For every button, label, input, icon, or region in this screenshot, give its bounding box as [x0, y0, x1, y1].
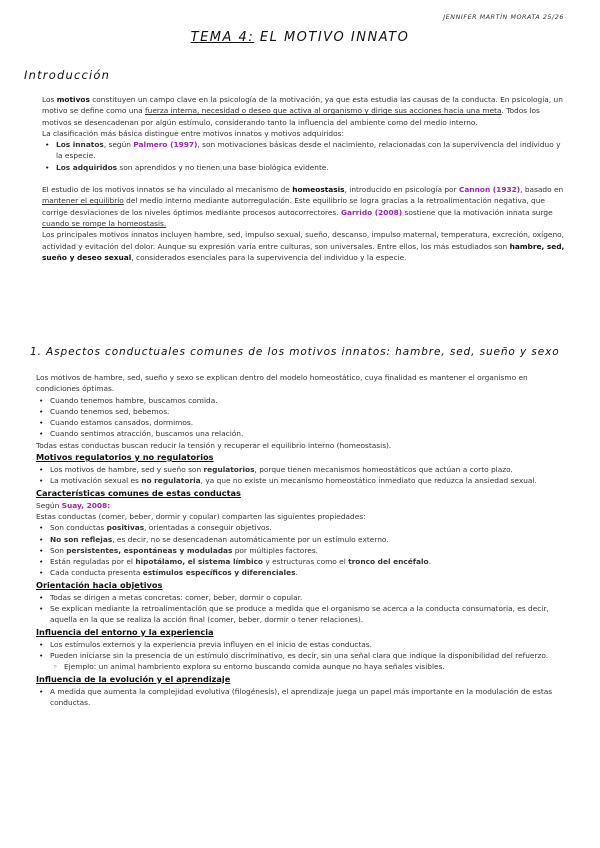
section-1-paragraph-2: Todas estas conductas buscan reducir la tensión y recuperar el equilibrio interno (homeostasis). — [36, 440, 392, 450]
list-item: • Cuando sentimos atracción, buscamos una relación. — [36, 428, 568, 439]
list-item: • Son conductas positivas, orientadas a conseguir objetivos. — [36, 522, 568, 533]
header-author: JENNIFER MARTÍN MORATA 25/26 — [443, 14, 564, 21]
evolution-list — [36, 686, 568, 709]
list-item: • Cuando tenemos hambre, buscamos comida. — [36, 395, 568, 406]
example-list-item: ◦ Ejemplo: un animal hambriento explora su entorno buscando comida aunque no haya señales visibles. — [36, 661, 568, 672]
list-item: • A medida que aumenta la complejidad evolutiva (filogénesis), el aprendizaje juega un papel más importante en la modulación de estas conductas. — [36, 686, 568, 709]
intro-paragraph-4: Los principales motivos innatos incluyen hambre, sed, impulso sexual, sueño, descanso, impulso maternal, temperatura, excreción, oxígeno, actividad y evitación del dolor. Aunque su expresión varía entre culturas, son universales. Entre ellos, los más estudiados son hambre, sed, sueño y deseo sexual, considerados esenciales para la supervivencia del individuo y la especie. — [42, 230, 565, 262]
list-item: • Cuando estamos cansados, dormimos. — [36, 417, 568, 428]
regulatory-subheading: Motivos regulatorios y no regulatorios — [36, 452, 214, 463]
title-topic-name: EL MOTIVO INNATO — [254, 30, 410, 45]
characteristics-list — [36, 522, 568, 578]
list-item: • Cuando tenemos sed, bebemos. — [36, 406, 568, 417]
list-item: • Los adquiridos son aprendidos y no tienen una base biológica evidente. — [42, 162, 568, 173]
list-item: • La motivación sexual es no regulatoria, ya que no existe un mecanismo homeostático inmediato que reduzca la ansiedad sexual. — [36, 475, 568, 486]
list-item: • Los motivos de hambre, sed y sueño son regulatorios, porque tienen mecanismos homeostáticos que actúan a corto plazo. — [36, 464, 568, 475]
list-item: • Cada conducta presenta estímulos específicos y diferenciales. — [36, 567, 568, 578]
regulatory-list — [36, 464, 568, 487]
characteristics-reference: Según Suay, 2008: — [36, 500, 111, 510]
section-1-heading: 1. Aspectos conductuales comunes de los motivos innatos: hambre, sed, sueño y sexo — [30, 346, 560, 358]
page-title — [0, 30, 600, 45]
list-item: • Son persistentes, espontáneas y moduladas por múltiples factores. — [36, 545, 568, 556]
examples-list — [36, 395, 568, 440]
list-item: • Se explican mediante la retroalimentación que se produce a medida que el organismo se acerca a la conducta consumatoria, es decir, aquella en la que se realiza la acción final (comer, beber, dormir o tener relaciones). — [36, 603, 568, 626]
intro-paragraph-2: La clasificación más básica distingue entre motivos innatos y motivos adquiridos: — [42, 128, 344, 138]
orientation-list — [36, 592, 568, 626]
intro-paragraph-3: El estudio de los motivos innatos se ha vinculado al mecanismo de homeostasis, introducido en psicología por Cannon (1932), basado en mantener el equilibrio del medio interno mediante autorregulación. Este equilibrio se logra gracias a la retroalimentación negativa, que corrige desviaciones de los niveles óptimos mediante procesos autocorrectores. Garrido (2008) sostiene que la motivación innata surge cuando se rompe la homeostasis. — [42, 185, 564, 228]
section-1-paragraph-1: Los motivos de hambre, sed, sueño y sexo se explican dentro del modelo homeostático, cuya finalidad es mantener el organismo en condiciones óptimas. — [36, 373, 528, 394]
list-item: • Todas se dirigen a metas concretas: comer, beber, dormir o copular. — [36, 592, 568, 603]
intro-classification-list — [42, 139, 568, 173]
environment-list — [36, 639, 568, 673]
title-topic-number: TEMA 4: — [190, 30, 255, 45]
list-item: • No son reflejas, es decir, no se desencadenan automáticamente por un estímulo externo. — [36, 534, 568, 545]
characteristics-subheading: Características comunes de estas conductas — [36, 487, 241, 498]
environment-subheading: Influencia del entorno y la experiencia — [36, 626, 214, 637]
list-item: • Están reguladas por el hipotálamo, el sistema límbico y estructuras como el tronco del encéfalo. — [36, 556, 568, 567]
intro-section — [42, 94, 568, 263]
characteristics-intro: Estas conductas (comer, beber, dormir y copular) comparten las siguientes propiedades: — [36, 511, 366, 521]
list-item: • Pueden iniciarse sin la presencia de un estímulo discriminativo, es decir, sin una señal clara que indique la disponibilidad del refuerzo. — [36, 650, 568, 661]
evolution-subheading: Influencia de la evolución y el aprendizaje — [36, 673, 231, 684]
list-item: • Los estímulos externos y la experiencia previa influyen en el inicio de estas conductas. — [36, 639, 568, 650]
list-item: • Los innatos, según Palmero (1997), son motivaciones básicas desde el nacimiento, relacionadas con la supervivencia del individuo y la especie. — [42, 139, 568, 162]
orientation-subheading: Orientación hacia objetivos — [36, 579, 163, 590]
section-1-body — [36, 372, 568, 708]
intro-paragraph-1: Los motivos constituyen un campo clave en la psicología de la motivación, ya que esta estudia las causas de la conducta. En psicología, un motivo se define como una fuerza interna, necesidad o deseo que activa al organismo y dirige sus acciones hacia una meta. Todos los motivos se desencadenan por algún estímulo, considerando tanto la influencia del ambiente como del medio interno. — [42, 95, 563, 127]
intro-heading: Introducción — [24, 68, 111, 82]
